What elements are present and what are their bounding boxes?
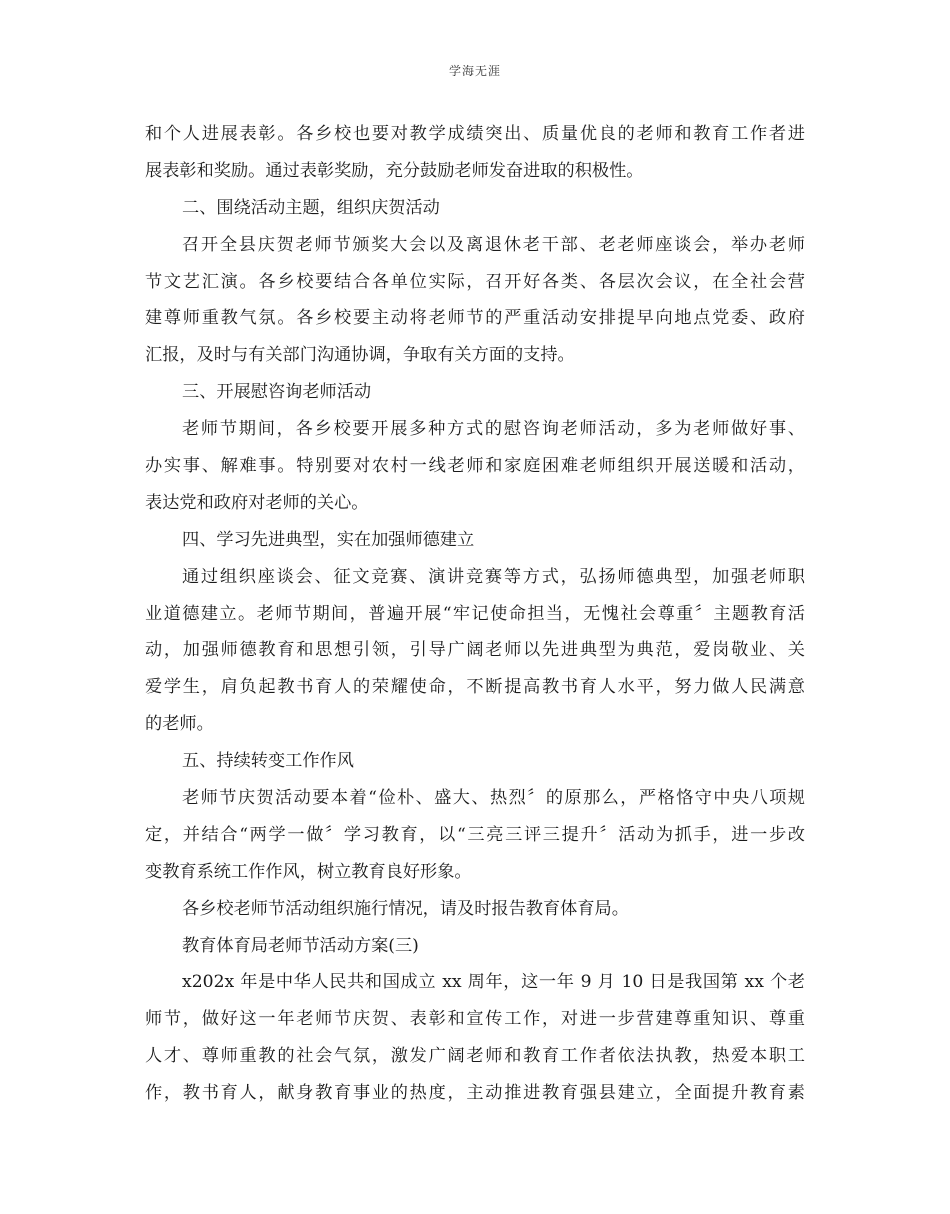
text-line: 节文艺汇演。各乡校要结合各单位实际，召开好各类、各层次会议，在全社会营 <box>145 271 805 292</box>
text-line: 二、围绕活动主题，组织庆贺活动 <box>182 197 440 218</box>
text-line: 四、学习先进典型，实在加强师德建立 <box>182 529 475 550</box>
text-line: 汇报，及时与有关部门沟通协调，争取有关方面的支持。 <box>145 345 575 366</box>
text-line: 各乡校老师节活动组织施行情况，请及时报告教育体育局。 <box>182 898 629 919</box>
document-body <box>145 116 805 1112</box>
text-line: 作，教书育人，献身教育事业的热度，主动推进教育强县建立，全面提升教育素 <box>145 1083 805 1104</box>
text-line: 老师节期间，各乡校要开展多种方式的慰咨询老师活动，多为老师做好事、 <box>182 419 805 440</box>
text-line: 和个人进展表彰。各乡校也要对教学成绩突出、质量优良的老师和教育工作者进 <box>145 124 805 144</box>
text-line: 表达党和政府对老师的关心。 <box>145 492 369 513</box>
text-line: 人才、尊师重教的社会气氛，激发广阔老师和教育工作者依法执教，热爱本职工 <box>145 1046 805 1067</box>
text-line: x202x 年是中华人民共和国成立 xx 周年，这一年 9 月 10 日是我国第 xx 个老 <box>182 972 805 993</box>
text-line: 建尊师重教气氛。各乡校要主动将老师节的严重活动安排提早向地点党委、政府 <box>145 308 805 329</box>
text-line: 办实事、解难事。特别要对农村一线老师和家庭困难老师组织开展送暖和活动， <box>145 456 805 477</box>
page-header-title: 学海无涯 <box>448 64 501 78</box>
text-line: 业道德建立。老师节期间，普遍开展“牢记使命担当，无愧社会尊重〞主题教育活 <box>145 603 805 624</box>
text-line: 五、持续转变工作作风 <box>182 751 354 772</box>
text-line: 动，加强师德教育和思想引领，引导广阔老师以先进典型为典范，爱岗敬业、关 <box>145 640 805 661</box>
text-line: 通过组织座谈会、征文竞赛、演讲竞赛等方式，弘扬师德典型，加强老师职 <box>182 566 805 587</box>
text-line: 的老师。 <box>145 714 214 735</box>
text-line: 变教育系统工作作风，树立教育良好形象。 <box>145 861 472 882</box>
text-line: 师节，做好这一年老师节庆贺、表彰和宣传工作，对进一步营建尊重知识、尊重 <box>145 1009 805 1030</box>
text-line: 展表彰和奖励。通过表彰奖励，充分鼓励老师发奋进取的积极性。 <box>145 160 644 181</box>
text-line: 爱学生，肩负起教书育人的荣耀使命，不断提高教书育人水平，努力做人民满意 <box>145 677 805 698</box>
text-line: 老师节庆贺活动要本着“俭朴、盛大、热烈〞的原那么，严格恪守中央八项规 <box>182 788 805 809</box>
text-line: 三、开展慰咨询老师活动 <box>182 382 372 403</box>
text-line: 教育体育局老师节活动方案(三) <box>182 935 419 956</box>
text-line: 召开全县庆贺老师节颁奖大会以及离退休老干部、老老师座谈会，举办老师 <box>182 234 805 255</box>
text-line: 定，并结合“两学一做〞学习教育，以“三亮三评三提升〞活动为抓手，进一步改 <box>145 824 805 845</box>
